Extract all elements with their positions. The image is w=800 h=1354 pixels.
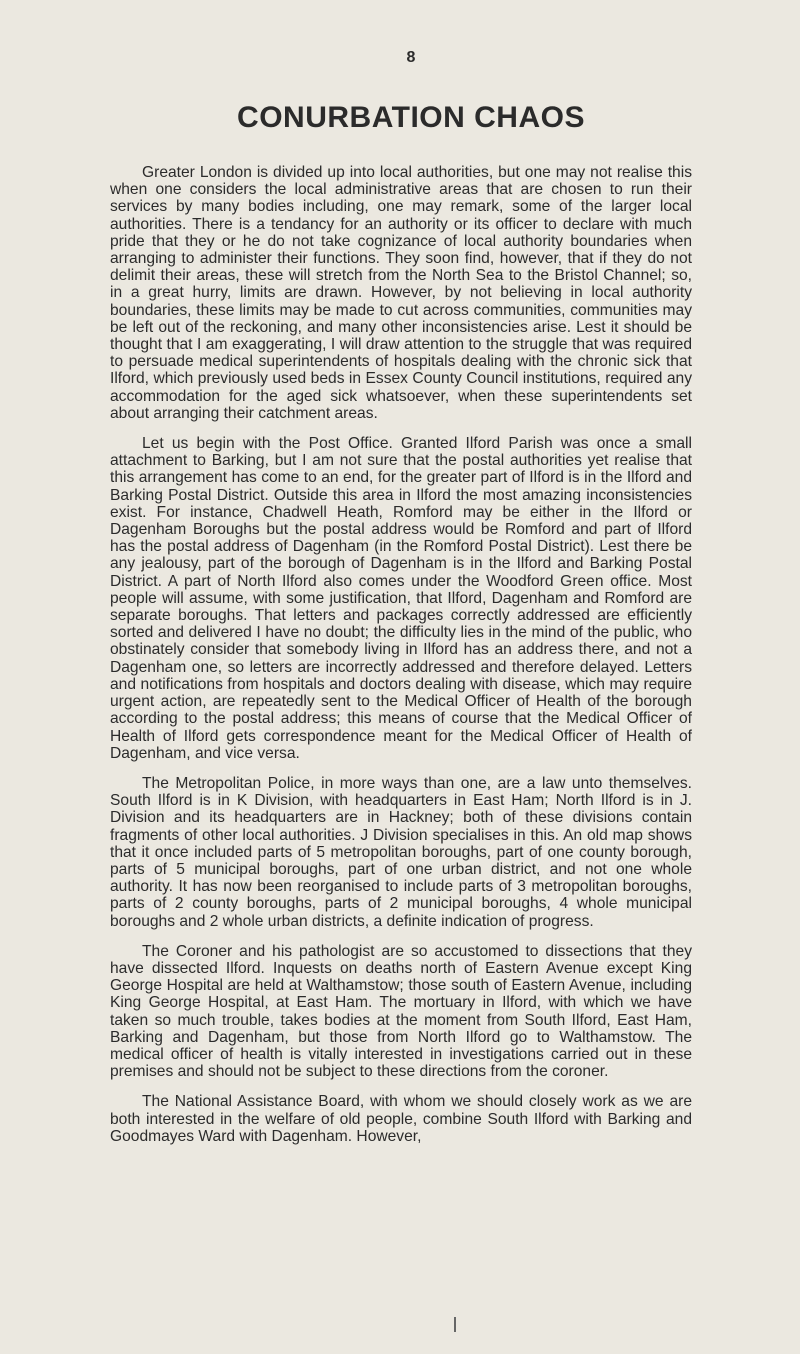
paragraph-assistance-board: The National Assistance Board, with whom we should closely work as we are both interested in the welfare of old people, combine South Ilford with Barking and Goodmayes Ward with Dagenham. However, xyxy=(110,1093,692,1145)
paragraph-coroner: The Coroner and his pathologist are so accustomed to dissections that they have dissected Ilford. Inquests on deaths north of Eastern Avenue except King George Hospital are held at Walthamstow; those south of Eastern Avenue, including King George Hospital, at East Ham. The mortuary in Ilford, with which we have taken so much trouble, takes bodies at the moment from South Ilford, East Ham, Barking and Dagenham, but those from North Ilford go to Walthamstow. The medical officer of health is vitally interested in investigations carried out in these premises and should not be subject to these directions from the coroner. xyxy=(110,942,692,1081)
paragraph-intro: Greater London is divided up into local authorities, but one may not realise this when one considers the local administrative areas that are chosen to run their services by many bodies including, one may remark, some of the larger local authorities. There is a tendancy for an authority or its officer to declare with much pride that they or he do not take cognizance of local authority boundaries when arranging to administer their functions. They soon find, however, that if they do not delimit their areas, these will stretch from the North Sea to the Bristol Channel; so, in a great hurry, limits are drawn. However, by not believing in local authority boundaries, these limits may be made to cut across communities, communities may be left out of the reckoning, and many other inconsistencies arise. Lest it should be thought that I am exaggerating, I will draw attention to the struggle that was required to persuade medical superintendents of hospitals dealing with the chronic sick that Ilford, which previously used beds in Essex County Council institutions, required any accommodation for the aged sick whatsoever, when these superintendents set about arranging their catchment areas. xyxy=(110,164,692,422)
paragraph-post-office: Let us begin with the Post Office. Granted Ilford Parish was once a small attachment to Barking, but I am not sure that the postal authorities yet realise that this arrangement has come to an end, for the greater part of Ilford is in the Ilford and Barking Postal District. Outside this area in Ilford the most amazing inconsistencies exist. For instance, Chadwell Heath, Romford may be either in the Ilford or Dagenham Boroughs but the postal address would be Romford and part of Ilford has the postal address of Dagenham (in the Romford Postal District). Lest there be any jealousy, part of the borough of Dagenham is in the Ilford and Barking Postal District. A part of North Ilford also comes under the Woodford Green office. Most people will assume, with some justification, that Ilford, Dagenham and Romford are separate boroughs. That letters and packages correctly addressed are efficiently sorted and delivered I have no doubt; the difficulty lies in the mind of the public, who obstinately consider that somebody living in Ilford has an address there, and not a Dagenham one, so letters are incorrectly addressed and therefore delayed. Letters and notifications from hospitals and doctors dealing with disease, which may require urgent action, are repeatedly sent to the Medical Officer of Health of the borough according to the postal address; this means of course that the Medical Officer of Health of Ilford gets correspondence meant for the Medical Officer of Health of Dagenham, and vice versa. xyxy=(110,435,692,762)
paragraph-police: The Metropolitan Police, in more ways than one, are a law unto themselves. South Ilford is in K Division, with headquarters in East Ham; North Ilford is in J. Division and its headquarters are in Hackney; both of these divisions contain fragments of other local authorities. J Division specialises in this. An old map shows that it once included parts of 5 metropolitan boroughs, part of one county borough, parts of 5 municipal boroughs, part of one urban district, and not one whole authority. It has now been reorganised to include parts of 3 metropolitan boroughs, parts of 2 county boroughs, parts of 2 municipal boroughs, 4 whole municipal boroughs and 2 whole urban districts, a definite indication of progress. xyxy=(110,774,692,930)
page-title: CONURBATION CHAOS xyxy=(237,101,585,134)
footer-mark xyxy=(454,1317,456,1332)
page-number: 8 xyxy=(406,49,416,66)
